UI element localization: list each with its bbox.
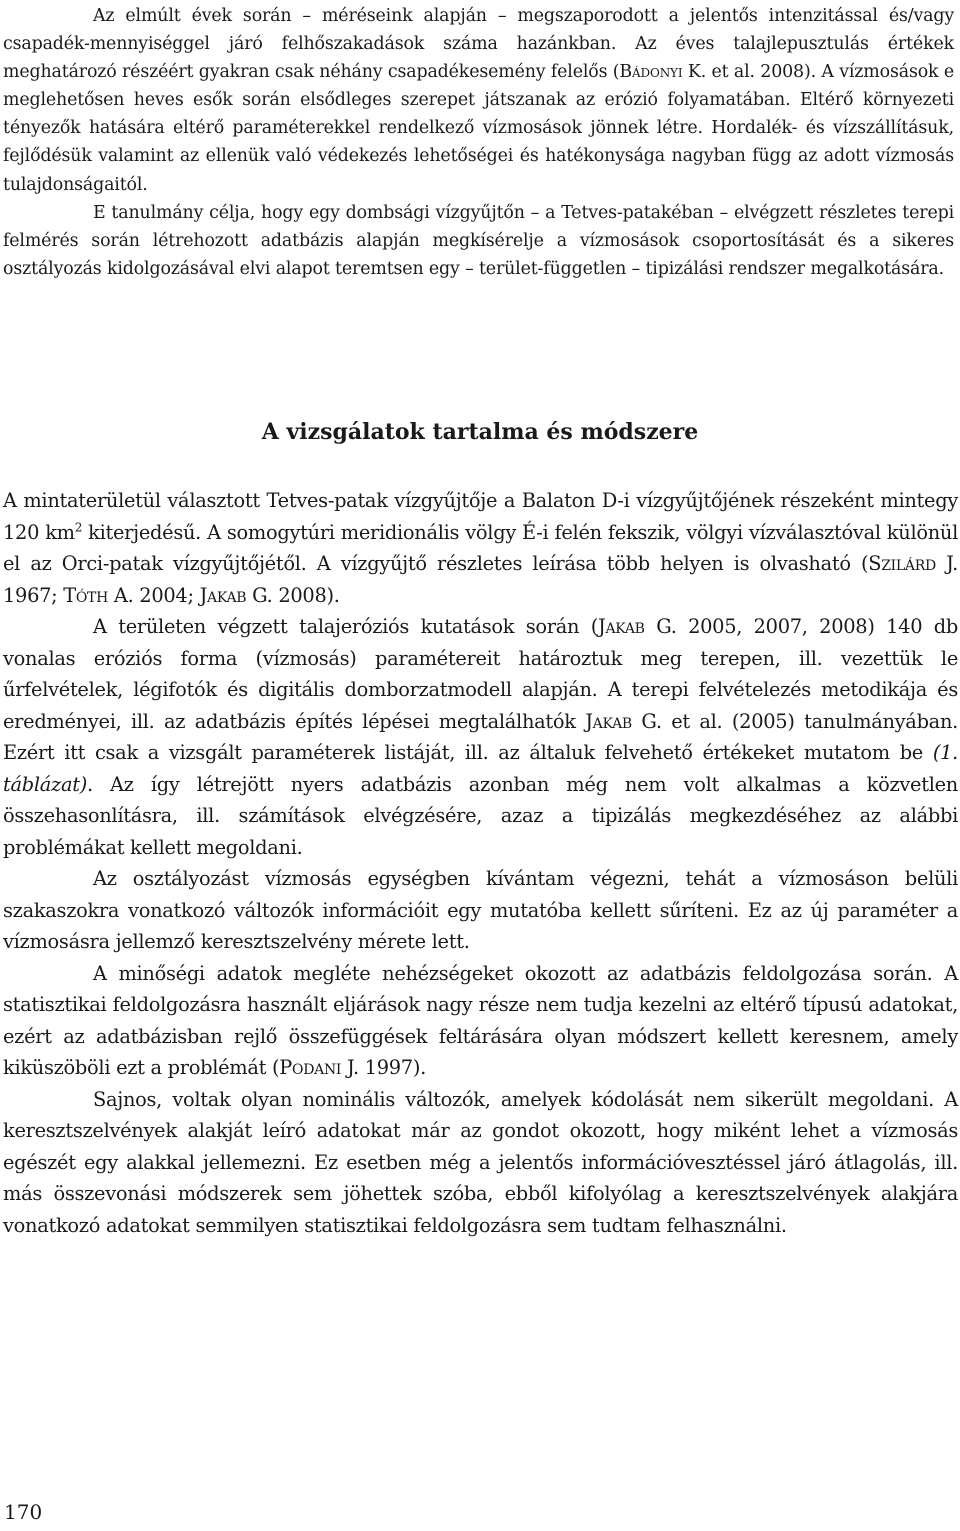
table-reference: (1. táblázat) [3,741,958,796]
main-paragraph-1: A mintaterületül választott Tetves-patak vízgyűjtője a Balaton D-i vízgyűjtőjének részeként mintegy 120 $km^2$ kiterjedésű. A somogytúri meridionális völgy É-i felén fekszik, völgyi vízválasztóval különül el az Orci-patak vízgyűjtőjétől. A vízgyűjtő részletes leírása több helyen is olvasható (Szilárd J. 1967; Tóth A. 2004; Jakab G. 2008). [3,489,959,607]
main-paragraph-4: A minőségi adatok megléte nehézségeket okozott az adatbázis feldolgozása során. A statisztikai feldolgozásra használt eljárások nagy része nem tudja kezelni az eltérő típusú adatokat, ezért az adatbázisban rejlő összefüggések feltárására olyan módszert kellett keresnem, amely kiküszöböli ezt a problémát (Podani J. 1997). [3,961,958,1079]
section-heading: A vizsgálatok tartalma és módszere [261,419,699,445]
author-citation: Podani [279,1056,342,1079]
intro-paragraph-1: Az elmúlt évek során – méréseink alapján – megszaporodott a jelentős intenzitással és/vagy csapadék-mennyiséggel járó felhőszakadások száma hazánkban. Az éves talajlepusztulás értékek meghatározó részéért gyakran csak néhány csapadékesemény felelős (Bádonyi K. et al. 2008). A vízmosások e meglehetősen heves esők során elsődleges szerepet játszanak az erózió folyamatában. Eltérő környezeti tényezők hatására eltérő paraméterekkel rendelkező vízmosások jönnek létre. Hordalék- és vízszállításuk, fejlődésük valamint az ellenük való védekezés lehetőségei és hatékonysága nagyban függ az adott vízmosás tulajdonságaitól. [3,6,954,195]
author-citation: Jakab [585,709,632,733]
intro-section [3,2,954,283]
main-paragraph-2: A területen végzett talajeróziós kutatások során (Jakab G. 2005, 2007, 2008) 140 db vonalas eróziós forma (vízmosás) paramétereit határoztuk meg terepen, ill. vezettük le űrfelvételek, légifotók és digitális domborzatmodell alapján. A terepi felvételezés metodikája és eredményei, ill. az adatbázis építés lépései megtalálhatók Jakab G. et al. (2005) tanulmányában. Ezért itt csak a vizsgált paraméterek listáját, ill. az általuk felvehető értékeket mutatom be (1. táblázat). Az így létrejött nyers adatbázis azonban még nem volt alkalmas a közvetlen összehasonlításra, ill. számítások elvégzésére, azaz a tipizálás megkezdéséhez az alábbi problémákat kellett megoldani. [3,615,958,859]
page-number: 170 [4,1500,43,1524]
author-citation: Bádonyi [619,62,683,83]
author-citation: Jakab [199,583,247,607]
main-paragraph-5: Sajnos, voltak olyan nominális változók, amelyek kódolását nem sikerült megoldani. A keresztszelvények alakját leíró adatokat már az gondot okozott, hogy miként lehet a vízmosás egészét egy alakkal jellemezni. Ez esetben még a jelentős információvesztéssel járó átlagolás, ill. más összevonási módszerek sem jöhettek szóba, ebből kifolyólag a keresztszelvények alakjára vonatkozó adatokat semmilyen statisztikai feldolgozásra sem tudtam felhasználni. [3,1087,958,1237]
main-section [3,485,958,1241]
author-citation: Tóth [63,583,109,607]
superscript: 2 [74,520,83,535]
author-citation: Jakab [597,615,645,638]
author-citation: Szilárd [868,552,936,575]
main-paragraph-3: Az osztályozást vízmosás egységben kívántam végezni, tehát a vízmosáson belüli szakaszokra vonatkozó változók információit egy mutatóba kellett sűríteni. Ez az új paraméter a vízmosásra jellemző keresztszelvény mérete lett. [3,867,958,953]
intro-paragraph-2: E tanulmány célja, hogy egy dombsági vízgyűjtőn – a Tetves-patakéban – elvégzett részletes terepi felmérés során létrehozott adatbázis alapján megkísérelje a vízmosások csoportosítását és a sikeres osztályozás kidolgozásával elvi alapot teremtsen egy – terület-független – tipizálási rendszer megalkotására. [3,202,954,279]
